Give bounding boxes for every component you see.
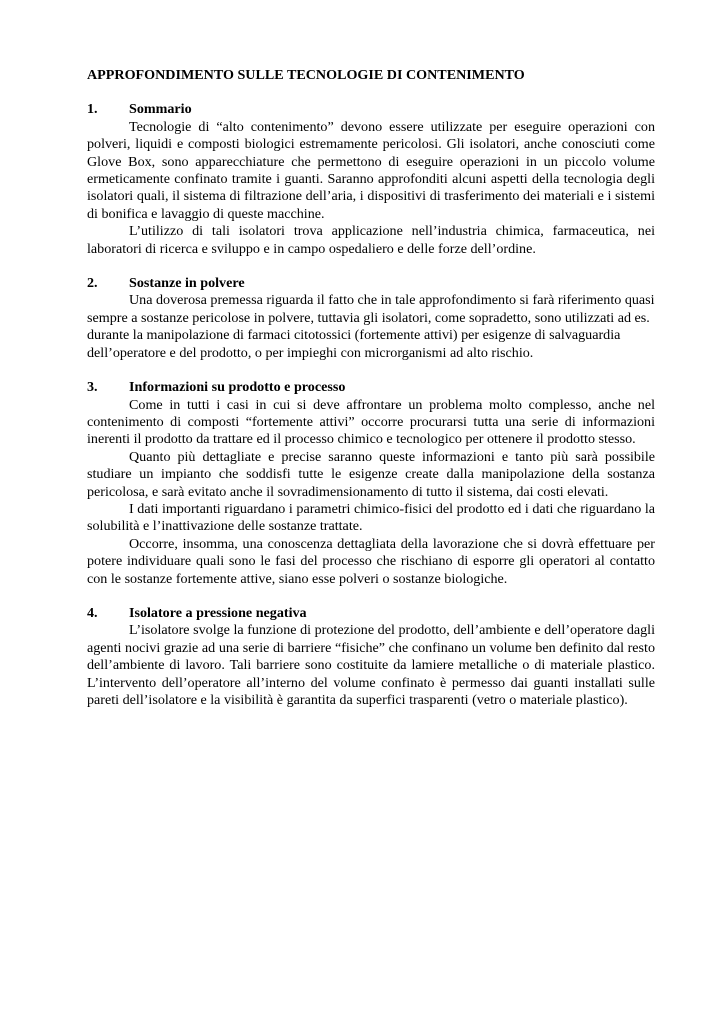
document-page — [87, 67, 655, 726]
section-title: Sostanze in polvere — [129, 275, 245, 292]
section-title: Isolatore a pressione negativa — [129, 604, 307, 621]
paragraph: L’utilizzo di tali isolatori trova applicazione nell’industria chimica, farmaceutica, nei laboratori di ricerca e sviluppo e in campo ospedaliero e delle forze dell’ordine. — [87, 223, 655, 257]
section-number: 4. — [87, 604, 98, 621]
paragraph: Occorre, insomma, una conoscenza dettagliata della lavorazione che si dovrà effettuare per potere individuare quali sono le fasi del processo che rischiano di esporre gli operatori al contatto con le sostanze fortemente attive, siano esse polveri o sostanze biologiche. — [87, 535, 655, 587]
paragraph: Tecnologie di “alto contenimento” devono essere utilizzate per eseguire operazioni con polveri, liquidi e composti biologici estremamente pericolosi. Gli isolatori, anche conosciuti come Glove Box, sono apparecchiature che permettono di eseguire operazioni in un piccolo volume ermeticamente confinato tramite i guanti. Saranno approfonditi alcuni aspetti della tecnologia degli isolatori quali, il sistema di filtrazione dell’aria, i dispositivi di trasferimento dei materiali e i sistemi di bonifica e lavaggio di queste macchine. — [87, 118, 655, 222]
paragraph: Una doverosa premessa riguarda il fatto che in tale approfondimento si farà riferimento quasi sempre a sostanze pericolose in polvere, tuttavia gli isolatori, come sopradetto, sono utilizzati ad es. durante la manipolazione di farmaci citotossici (fortemente attivi) per esigenze di salvaguardia dell’operatore e del prodotto, o per impieghi con microrganismi ad alto rischio. — [87, 292, 655, 361]
section-sostanze-in-polvere — [87, 275, 655, 362]
section-informazioni-prodotto-processo — [87, 379, 655, 588]
paragraph: I dati importanti riguardano i parametri chimico-fisici del prodotto ed i dati che riguardano la solubilità e l’inattivazione delle sostanze trattate. — [87, 500, 655, 535]
paragraph: Quanto più dettagliate e precise saranno queste informazioni e tanto più sarà possibile studiare un impianto che soddisfi tutte le esigenze create dalla manipolazione della sostanza pericolosa, e sarà evitato anche il sovradimensionamento di tutto il sistema, dai costi elevati. — [87, 448, 655, 500]
section-title: Sommario — [129, 101, 192, 118]
paragraph: L’isolatore svolge la funzione di protezione del prodotto, dell’ambiente e dell’operatore dagli agenti nocivi grazie ad una serie di barriere “fisiche” che confinano un volume ben definito dal resto dell’ambiente di lavoro. Tali barriere sono costituite da lamiere metalliche o di materiale plastico. L’intervento dell’operatore all’interno del volume confinato è permesso dai guanti installati sulle pareti dell’isolatore e la visibilità è garantita da superfici trasparenti (vetro o materiale plastico). — [87, 622, 655, 708]
section-sommario — [87, 101, 655, 258]
section-heading — [87, 101, 655, 118]
section-title: Informazioni su prodotto e processo — [129, 379, 346, 396]
section-number: 3. — [87, 379, 98, 396]
document-title: APPROFONDIMENTO SULLE TECNOLOGIE DI CONTENIMENTO — [87, 67, 525, 83]
section-heading — [87, 379, 655, 396]
section-heading — [87, 275, 655, 292]
section-heading — [87, 605, 655, 622]
section-number: 1. — [87, 101, 98, 118]
paragraph: Come in tutti i casi in cui si deve affrontare un problema molto complesso, anche nel contenimento di composti “fortemente attivi” occorre procurarsi tutta una serie di informazioni inerenti il prodotto da trattare ed il processo chimico e tecnologico per ottenere il prodotto stesso. — [87, 396, 655, 448]
section-number: 2. — [87, 275, 98, 292]
section-isolatore-pressione-negativa — [87, 605, 655, 709]
